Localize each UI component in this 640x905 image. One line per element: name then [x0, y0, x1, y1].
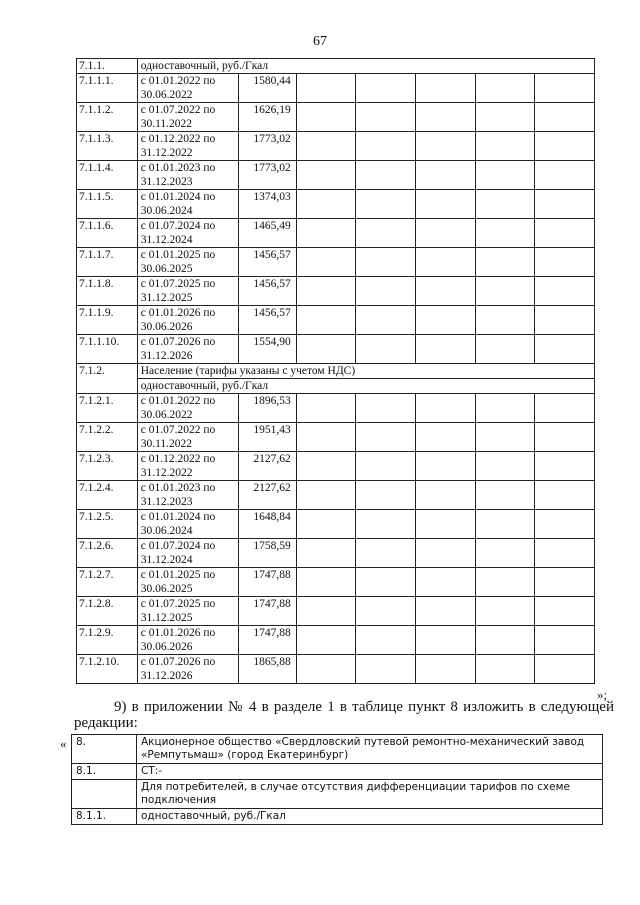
- empty-cell: [356, 539, 416, 568]
- empty-cell: [475, 655, 535, 684]
- empty-cell: [296, 510, 356, 539]
- empty-cell: [356, 161, 416, 190]
- row-number: 7.1.1.1.: [77, 74, 138, 103]
- empty-cell: [356, 103, 416, 132]
- tariff-value: 1626,19: [239, 103, 296, 132]
- empty-cell: [475, 394, 535, 423]
- empty-cell: [416, 335, 476, 364]
- tariff-value: 1747,88: [239, 626, 296, 655]
- table-row: [77, 394, 595, 423]
- empty-cell: [356, 510, 416, 539]
- empty-cell: [475, 219, 535, 248]
- tariff-value: 1648,84: [239, 510, 296, 539]
- group-label: Население (тарифы указаны с учетом НДС): [137, 364, 594, 379]
- empty-cell: [535, 74, 595, 103]
- empty-cell: [296, 423, 356, 452]
- tariff-value: 1865,88: [239, 655, 296, 684]
- empty-cell: [416, 423, 476, 452]
- section-row: [77, 59, 595, 74]
- row-number: 7.1.2.10.: [77, 655, 138, 684]
- empty-cell: [356, 190, 416, 219]
- empty-cell: [535, 306, 595, 335]
- period-cell: с 01.07.2026 по 31.12.2026: [137, 335, 239, 364]
- period-cell: с 01.07.2022 по 30.11.2022: [137, 103, 239, 132]
- row-number: 7.1.2.: [77, 364, 138, 394]
- empty-cell: [296, 452, 356, 481]
- tariff-value: 1951,43: [239, 423, 296, 452]
- period-cell: с 01.01.2025 по 30.06.2025: [137, 568, 239, 597]
- empty-cell: [475, 161, 535, 190]
- table-row: [77, 655, 595, 684]
- tariff-value: 1456,57: [239, 306, 296, 335]
- row-number: 7.1.1.: [77, 59, 138, 74]
- empty-cell: [535, 335, 595, 364]
- empty-cell: [356, 277, 416, 306]
- empty-cell: [535, 568, 595, 597]
- empty-cell: [535, 539, 595, 568]
- tariff-value: 2127,62: [239, 481, 296, 510]
- table-row: [77, 190, 595, 219]
- empty-cell: [475, 335, 535, 364]
- empty-cell: [416, 394, 476, 423]
- table-row: [77, 481, 595, 510]
- empty-cell: [356, 394, 416, 423]
- empty-cell: [356, 306, 416, 335]
- tariff-value: 1374,03: [239, 190, 296, 219]
- empty-cell: [296, 335, 356, 364]
- amendment-paragraph: [74, 699, 614, 731]
- empty-cell: [416, 626, 476, 655]
- table-row: [77, 219, 595, 248]
- empty-cell: [535, 597, 595, 626]
- empty-cell: [475, 248, 535, 277]
- empty-cell: [356, 452, 416, 481]
- empty-cell: [416, 306, 476, 335]
- empty-cell: [416, 74, 476, 103]
- tariff-value: 1773,02: [239, 161, 296, 190]
- row-number: 8.1.1.: [72, 809, 137, 825]
- empty-cell: [416, 161, 476, 190]
- period-cell: с 01.01.2026 по 30.06.2026: [137, 626, 239, 655]
- row-number: [72, 780, 137, 809]
- empty-cell: [535, 626, 595, 655]
- empty-cell: [296, 74, 356, 103]
- empty-cell: [416, 190, 476, 219]
- empty-cell: [535, 423, 595, 452]
- empty-cell: [296, 394, 356, 423]
- period-cell: с 01.01.2022 по 30.06.2022: [137, 74, 239, 103]
- table-row: [72, 735, 603, 764]
- empty-cell: [416, 219, 476, 248]
- row-text: Для потребителей, в случае отсутствия дифференциации тарифов по схеме подключения: [137, 780, 603, 809]
- opening-quote: «: [60, 736, 67, 751]
- empty-cell: [356, 219, 416, 248]
- empty-cell: [296, 626, 356, 655]
- tariff-value: 1773,02: [239, 132, 296, 161]
- table-row: [77, 626, 595, 655]
- tariff-value: 1465,49: [239, 219, 296, 248]
- row-number: 7.1.2.5.: [77, 510, 138, 539]
- period-cell: с 01.01.2024 по 30.06.2024: [137, 190, 239, 219]
- empty-cell: [535, 452, 595, 481]
- empty-cell: [475, 510, 535, 539]
- empty-cell: [475, 306, 535, 335]
- empty-cell: [535, 161, 595, 190]
- period-cell: с 01.01.2023 по 31.12.2023: [137, 481, 239, 510]
- section-label: одноставочный, руб./Гкал: [137, 59, 594, 74]
- empty-cell: [356, 248, 416, 277]
- empty-cell: [535, 132, 595, 161]
- table-row: [77, 132, 595, 161]
- empty-cell: [416, 655, 476, 684]
- period-cell: с 01.12.2022 по 31.12.2022: [137, 132, 239, 161]
- tariff-value: 2127,62: [239, 452, 296, 481]
- row-number: 7.1.2.9.: [77, 626, 138, 655]
- period-cell: с 01.07.2025 по 31.12.2025: [137, 277, 239, 306]
- table-row: [77, 510, 595, 539]
- empty-cell: [296, 219, 356, 248]
- tariff-value: 1456,57: [239, 277, 296, 306]
- empty-cell: [296, 539, 356, 568]
- empty-cell: [416, 597, 476, 626]
- table-row: [77, 161, 595, 190]
- tariff-value: 1747,88: [239, 597, 296, 626]
- empty-cell: [535, 655, 595, 684]
- period-cell: с 01.01.2024 по 30.06.2024: [137, 510, 239, 539]
- period-cell: с 01.07.2024 по 31.12.2024: [137, 219, 239, 248]
- table-row: [77, 335, 595, 364]
- closing-quote: »;: [597, 687, 608, 702]
- empty-cell: [356, 335, 416, 364]
- tariff-value: 1747,88: [239, 568, 296, 597]
- empty-cell: [416, 103, 476, 132]
- empty-cell: [416, 452, 476, 481]
- row-text: одноставочный, руб./Гкал: [137, 809, 603, 825]
- amended-table: [71, 734, 603, 825]
- empty-cell: [475, 277, 535, 306]
- row-number: 8.1.: [72, 764, 137, 780]
- period-cell: с 01.07.2022 по 30.11.2022: [137, 423, 239, 452]
- period-cell: с 01.12.2022 по 31.12.2022: [137, 452, 239, 481]
- empty-cell: [475, 190, 535, 219]
- table-row: [77, 277, 595, 306]
- row-number: 7.1.1.6.: [77, 219, 138, 248]
- empty-cell: [356, 481, 416, 510]
- empty-cell: [475, 481, 535, 510]
- empty-cell: [356, 597, 416, 626]
- period-cell: с 01.01.2023 по 31.12.2023: [137, 161, 239, 190]
- row-number: 7.1.1.4.: [77, 161, 138, 190]
- empty-cell: [356, 568, 416, 597]
- tariff-value: 1554,90: [239, 335, 296, 364]
- row-number: 7.1.2.2.: [77, 423, 138, 452]
- empty-cell: [416, 481, 476, 510]
- empty-cell: [356, 655, 416, 684]
- empty-cell: [296, 248, 356, 277]
- amendment-text: 9) в приложении № 4 в разделе 1 в таблице пункт 8 изложить в следующей редакции:: [74, 699, 614, 731]
- empty-cell: [416, 132, 476, 161]
- empty-cell: [535, 481, 595, 510]
- subsection-row: [77, 379, 595, 394]
- empty-cell: [535, 219, 595, 248]
- empty-cell: [416, 510, 476, 539]
- empty-cell: [296, 161, 356, 190]
- table-row: [72, 809, 603, 825]
- empty-cell: [296, 132, 356, 161]
- empty-cell: [296, 277, 356, 306]
- empty-cell: [296, 190, 356, 219]
- table-row: [77, 74, 595, 103]
- empty-cell: [475, 103, 535, 132]
- row-number: 7.1.1.7.: [77, 248, 138, 277]
- empty-cell: [475, 626, 535, 655]
- empty-cell: [535, 510, 595, 539]
- row-number: 7.1.1.8.: [77, 277, 138, 306]
- empty-cell: [535, 248, 595, 277]
- row-number: 7.1.2.6.: [77, 539, 138, 568]
- table-row: [72, 764, 603, 780]
- row-number: 7.1.1.9.: [77, 306, 138, 335]
- empty-cell: [416, 539, 476, 568]
- tariff-value: 1456,57: [239, 248, 296, 277]
- row-text: СТ:-: [137, 764, 603, 780]
- empty-cell: [535, 277, 595, 306]
- empty-cell: [535, 190, 595, 219]
- row-number: 7.1.2.7.: [77, 568, 138, 597]
- table-row: [77, 248, 595, 277]
- empty-cell: [475, 597, 535, 626]
- empty-cell: [356, 74, 416, 103]
- period-cell: с 01.07.2025 по 31.12.2025: [137, 597, 239, 626]
- period-cell: с 01.07.2024 по 31.12.2024: [137, 539, 239, 568]
- table-row: [72, 780, 603, 809]
- empty-cell: [535, 394, 595, 423]
- row-number: 7.1.2.8.: [77, 597, 138, 626]
- page-number: 67: [313, 34, 327, 49]
- empty-cell: [475, 452, 535, 481]
- row-number: 7.1.1.2.: [77, 103, 138, 132]
- empty-cell: [475, 74, 535, 103]
- empty-cell: [416, 568, 476, 597]
- table-row: [77, 539, 595, 568]
- empty-cell: [475, 568, 535, 597]
- empty-cell: [475, 132, 535, 161]
- row-number: 7.1.2.1.: [77, 394, 138, 423]
- empty-cell: [296, 481, 356, 510]
- tariff-value: 1580,44: [239, 74, 296, 103]
- table-row: [77, 452, 595, 481]
- table-row: [77, 597, 595, 626]
- table-row: [77, 568, 595, 597]
- table-row: [77, 103, 595, 132]
- row-text: Акционерное общество «Свердловский путевой ремонтно-механический завод «Ремпутьмаш» (город Екатеринбург): [137, 735, 603, 764]
- empty-cell: [356, 626, 416, 655]
- empty-cell: [416, 277, 476, 306]
- row-number: 7.1.1.10.: [77, 335, 138, 364]
- row-number: 7.1.2.3.: [77, 452, 138, 481]
- tariff-table: [76, 58, 595, 684]
- period-cell: с 01.01.2026 по 30.06.2026: [137, 306, 239, 335]
- empty-cell: [356, 423, 416, 452]
- row-number: 7.1.2.4.: [77, 481, 138, 510]
- empty-cell: [475, 423, 535, 452]
- period-cell: с 01.01.2025 по 30.06.2025: [137, 248, 239, 277]
- period-cell: с 01.01.2022 по 30.06.2022: [137, 394, 239, 423]
- empty-cell: [296, 306, 356, 335]
- subsection-label: одноставочный, руб./Гкал: [137, 379, 594, 394]
- tariff-value: 1896,53: [239, 394, 296, 423]
- tariff-value: 1758,59: [239, 539, 296, 568]
- group-row: [77, 364, 595, 379]
- table-row: [77, 306, 595, 335]
- empty-cell: [296, 597, 356, 626]
- empty-cell: [535, 103, 595, 132]
- empty-cell: [296, 568, 356, 597]
- table-row: [77, 423, 595, 452]
- period-cell: с 01.07.2026 по 31.12.2026: [137, 655, 239, 684]
- empty-cell: [416, 248, 476, 277]
- empty-cell: [296, 103, 356, 132]
- empty-cell: [356, 132, 416, 161]
- row-number: 7.1.1.3.: [77, 132, 138, 161]
- empty-cell: [296, 655, 356, 684]
- row-number: 8.: [72, 735, 137, 764]
- empty-cell: [475, 539, 535, 568]
- row-number: 7.1.1.5.: [77, 190, 138, 219]
